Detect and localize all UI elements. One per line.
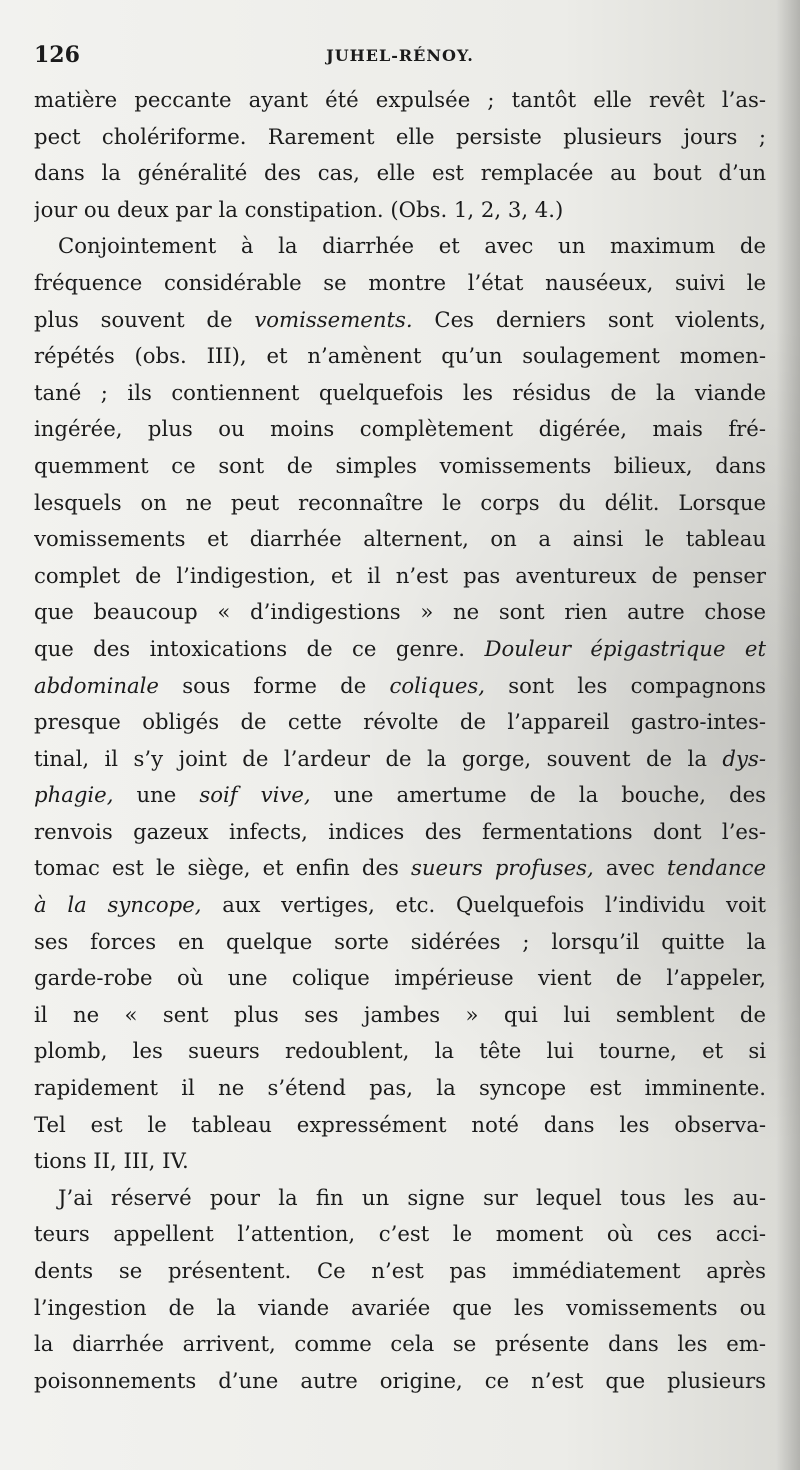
text-line: [34, 1253, 766, 1290]
text-line: [34, 448, 766, 485]
text-segment: tomac est le siège, et enfin des: [34, 855, 411, 881]
text-segment: répétés (obs. III), et n’amènent qu’un soulagement momen-: [34, 343, 766, 369]
italic-text-segment: sueurs profuses,: [410, 855, 594, 881]
italic-text-segment: Douleur épigastrique et: [484, 635, 766, 661]
text-segment: dans la généralité des cas, elle est remplacée au bout d’un: [34, 160, 766, 186]
text-line: [34, 375, 766, 412]
text-segment: rapidement il ne s’étend pas, la syncope est imminente.: [34, 1075, 766, 1101]
text-line: [34, 82, 766, 119]
text-segment: vomissements et diarrhée alternent, on a ainsi le tableau: [34, 526, 766, 552]
text-line: [34, 1143, 766, 1180]
text-line: [34, 1180, 766, 1217]
text-line: [34, 411, 766, 448]
text-segment: garde-robe où une colique impérieuse vient de l’appeler,: [34, 965, 766, 991]
text-line: [34, 850, 766, 887]
text-line: [34, 265, 766, 302]
text-line: [34, 997, 766, 1034]
italic-text-segment: vomissements.: [254, 306, 413, 332]
italic-text-segment: soif vive,: [199, 782, 311, 808]
running-head: JUHEL-RÉNOY.: [326, 46, 474, 65]
text-segment: la diarrhée arrivent, comme cela se présente dans les em-: [34, 1331, 766, 1357]
text-segment: pect cholériforme. Rarement elle persiste plusieurs jours ;: [34, 123, 766, 149]
text-line: [34, 228, 766, 265]
text-line: [34, 155, 766, 192]
text-segment: plomb, les sueurs redoublent, la tête lui tourne, et si: [34, 1038, 766, 1064]
text-segment: plus souvent de: [34, 306, 255, 332]
text-line: [34, 485, 766, 522]
text-segment: lesquels on ne peut reconnaître le corps du délit. Lorsque: [34, 489, 766, 515]
text-segment: tané ; ils contiennent quelquefois les résidus de la viande: [34, 379, 766, 405]
text-line: [34, 558, 766, 595]
text-segment: que beaucoup « d’indigestions » ne sont rien autre chose: [34, 599, 766, 625]
text-segment: teurs appellent l’attention, c’est le moment où ces acci-: [34, 1221, 766, 1247]
text-line: [34, 960, 766, 997]
body-text: [34, 82, 766, 1399]
text-segment: jour ou deux par la constipation. (Obs. 1, 2, 3, 4.): [34, 196, 564, 222]
text-segment: sous forme de: [158, 672, 390, 698]
text-segment: il ne « sent plus ses jambes » qui lui semblent de: [34, 1001, 766, 1027]
text-segment: fréquence considérable se montre l’état nauséeux, suivi le: [34, 269, 766, 295]
text-segment: ses forces en quelque sorte sidérées ; lorsqu’il quitte la: [34, 928, 766, 954]
text-segment: que des intoxications de ce genre.: [34, 635, 485, 661]
text-segment: avec: [593, 855, 668, 881]
text-line: [34, 924, 766, 961]
text-line: [34, 814, 766, 851]
text-line: [34, 192, 766, 229]
text-line: [34, 1363, 766, 1400]
italic-text-segment: tendance: [667, 855, 766, 881]
text-line: [34, 1216, 766, 1253]
text-segment: poisonnements d’une autre origine, ce n’est que plusieurs: [34, 1367, 766, 1393]
text-line: [34, 1070, 766, 1107]
text-segment: dents se présentent. Ce n’est pas immédiatement après: [34, 1258, 766, 1283]
text-segment: l’ingestion de la viande avariée que les vomissements ou: [34, 1294, 766, 1320]
italic-text-segment: dys-: [722, 745, 766, 771]
text-line: [34, 741, 766, 778]
text-segment: complet de l’indigestion, et il n’est pas aventureux de penser: [34, 562, 766, 588]
text-line: [34, 338, 766, 375]
text-line: [34, 704, 766, 741]
text-line: [34, 521, 766, 558]
text-segment: Conjointement à la diarrhée et avec un maximum de: [58, 233, 766, 259]
text-segment: J’ai réservé pour la fin un signe sur lequel tous les au-: [58, 1184, 766, 1210]
text-line: [34, 119, 766, 156]
italic-text-segment: abdominale: [34, 672, 159, 698]
text-segment: quemment ce sont de simples vomissements bilieux, dans: [34, 452, 766, 478]
text-segment: une amertume de la bouche, des: [310, 782, 766, 808]
text-segment: sont les compagnons: [484, 672, 766, 698]
italic-text-segment: à la syncope,: [34, 892, 202, 918]
text-line: [34, 1107, 766, 1144]
page-gutter-shadow: [776, 0, 800, 1470]
text-segment: Ces derniers sont violents,: [412, 306, 766, 332]
text-segment: matière peccante ayant été expulsée ; tantôt elle revêt l’as-: [34, 87, 766, 112]
page-header: [34, 42, 766, 72]
text-line: [34, 1033, 766, 1070]
text-line: [34, 1290, 766, 1327]
text-segment: Tel est le tableau expressément noté dans les observa-: [34, 1111, 766, 1137]
text-line: [34, 887, 766, 924]
text-segment: une: [113, 782, 200, 808]
italic-text-segment: phagie,: [34, 782, 114, 808]
text-segment: aux vertiges, etc. Quelquefois l’individu voit: [201, 892, 766, 918]
page-number: 126: [34, 42, 80, 68]
text-line: [34, 631, 766, 668]
text-segment: presque obligés de cette révolte de l’appareil gastro-intes-: [34, 709, 766, 735]
text-line: [34, 1326, 766, 1363]
text-line: [34, 668, 766, 705]
text-line: [34, 302, 766, 339]
italic-text-segment: coliques,: [389, 672, 485, 698]
text-segment: ingérée, plus ou moins complètement digérée, mais fré-: [34, 416, 766, 442]
text-segment: renvois gazeux infects, indices des fermentations dont l’es-: [34, 818, 766, 844]
text-line: [34, 594, 766, 631]
text-line: [34, 777, 766, 814]
text-segment: tions II, III, IV.: [34, 1148, 189, 1174]
text-segment: tinal, il s’y joint de l’ardeur de la gorge, souvent de la: [34, 745, 723, 771]
